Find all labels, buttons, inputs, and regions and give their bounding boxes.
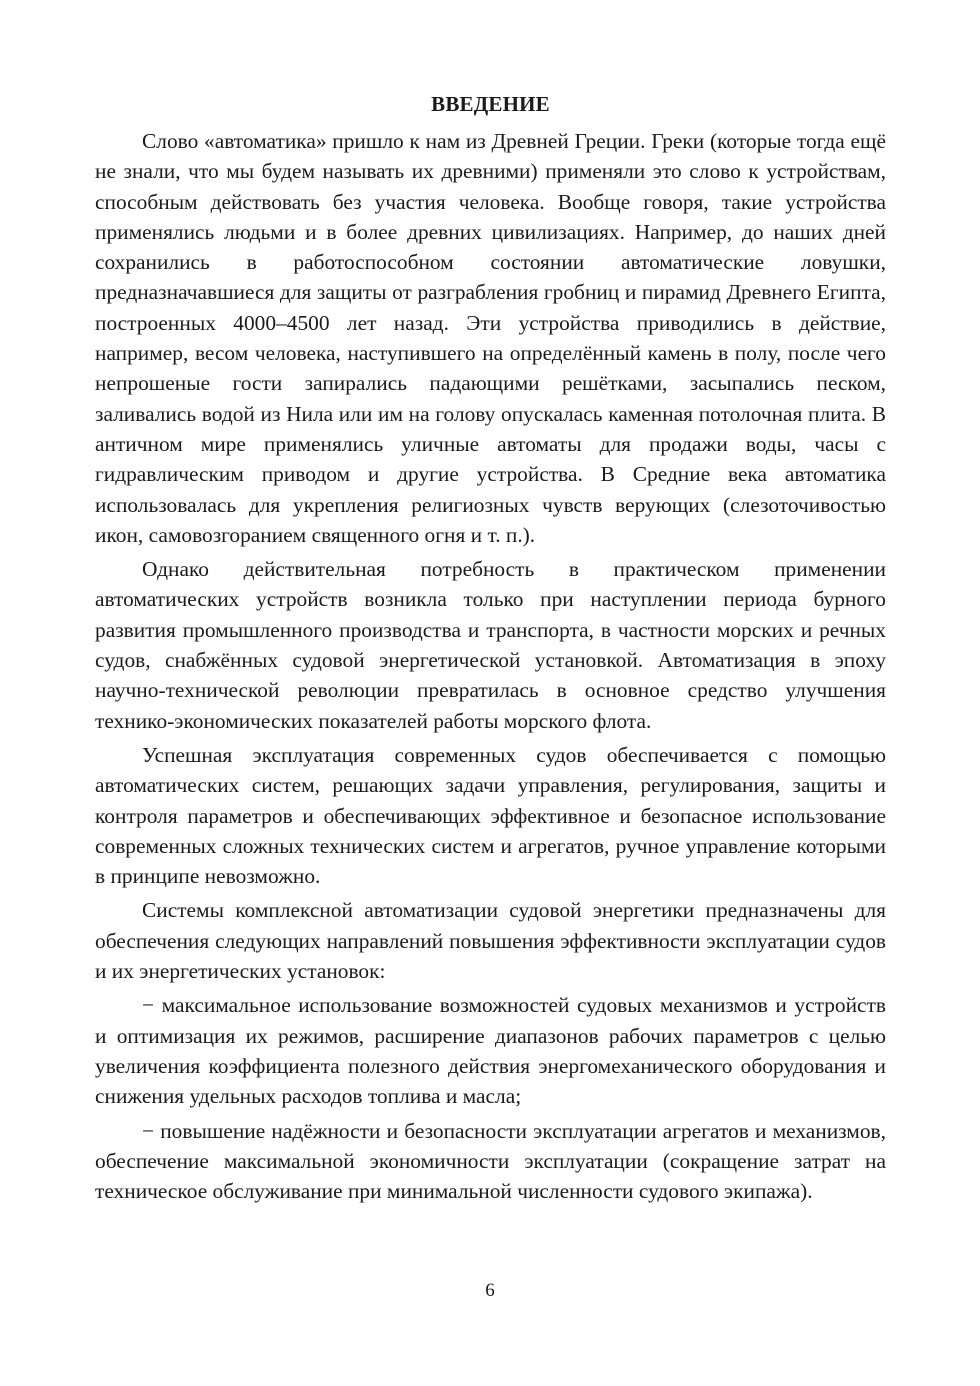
list-item-reliability: − повышение надёжности и безопасности эксплуатации агрегатов и механизмов, обеспечение максимальной экономичности эксплуатации (сокращение затрат на техническое обслуживание при минимальной численности судового экипажа). [95,1118,886,1204]
paragraph-need: Однако действительная потребность в практическом применении автоматических устройств возникла только при наступлении периода бурного развития промышленного производства и транспорта, в частности морских и речных судов, снабжённых судовой энергетической установкой. Автоматизация в эпоху научно-технической революции превратилась в основное средство улучшения технико-экономических показателей работы морского флота. [95,557,886,733]
paragraph-systems: Системы комплексной автоматизации судовой энергетики предназначены для обеспечения следующих направлений повышения эффективности эксплуатации судов и их энергетических установок: [95,898,886,984]
page-number: 6 [485,1280,495,1301]
paragraph-history: Слово «автоматика» пришло к нам из Древней Греции. Греки (которые тогда ещё не знали, что мы будем называть их древними) применяли это слово к устройствам, способным действовать без участия человека. Вообще говоря, такие устройства применялись людьми и в более древних цивилизациях. Например, до наших дней сохранились в работоспособном состоянии автоматические ловушки, предназначавшиеся для защиты от разграбления гробниц и пирамид Древнего Египта, построенных 4000–4500 лет назад. Эти устройства приводились в действие, например, весом человека, наступившего на определённый камень в полу, после чего непрошеные гости запирались падающими решётками, засыпались песком, заливались водой из Нила или им на голову опускалась каменная потолочная плита. В античном мире применялись уличные автоматы для продажи воды, часы с гидравлическим приводом и другие устройства. В Средние века автоматика использовалась для укрепления религиозных чувств верующих (слезоточивостью икон, самовозгоранием священного огня и т. п.). [95,129,886,547]
list-item-optimization: − максимальное использование возможностей судовых механизмов и устройств и оптимизация их режимов, расширение диапазонов рабочих параметров с целью увеличения коэффициента полезного действия энергомеханического оборудования и снижения удельных расходов топлива и масла; [95,993,886,1109]
page-body [95,88,886,1210]
page-title: ВВЕДЕНИЕ [431,92,550,116]
paragraph-operation: Успешная эксплуатация современных судов обеспечивается с помощью автоматических систем, решающих задачи управления, регулирования, защиты и контроля параметров и обеспечивающих эффективное и безопасное использование современных сложных технических систем и агрегатов, ручное управление которыми в принципе невозможно. [95,742,886,889]
